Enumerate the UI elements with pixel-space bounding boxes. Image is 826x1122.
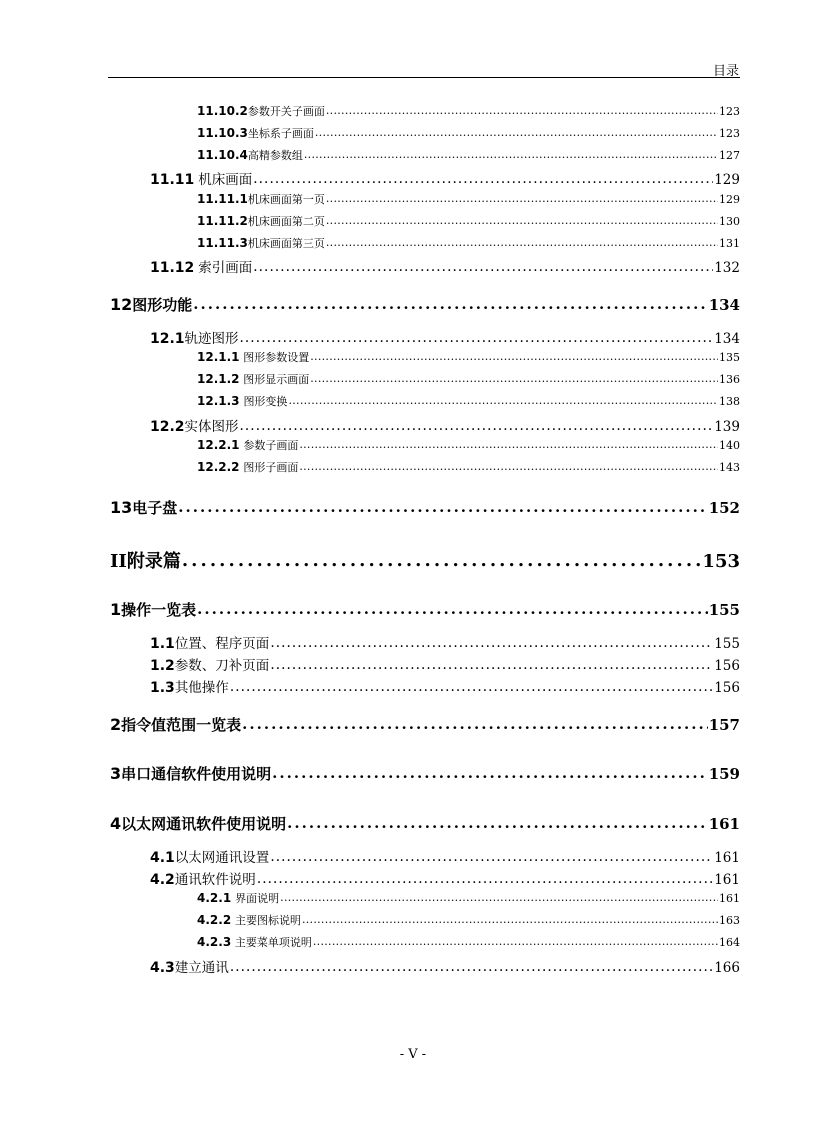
toc-entry[interactable] (197, 213, 740, 229)
toc-entry-number: 12.2 (150, 419, 185, 435)
toc-entry-page: 134 (714, 331, 740, 347)
toc-entry-title: 索引画面 (198, 260, 253, 276)
toc-dot-leader (230, 679, 713, 695)
toc-entry-page: 123 (719, 127, 740, 140)
toc-entry[interactable] (150, 868, 740, 888)
toc-entry[interactable] (110, 497, 740, 518)
toc-entry-number: 1.1 (150, 636, 175, 652)
toc-entry-title: 主要菜单项说明 (234, 936, 312, 949)
toc-entry-number: 11.12 (150, 260, 195, 276)
toc-entry[interactable] (150, 956, 740, 976)
toc-dot-leader (310, 372, 718, 385)
toc-entry-number: 4.2.3 (197, 935, 232, 949)
toc-entry-title: 实体图形 (184, 419, 239, 435)
toc-entry-page: 161 (708, 815, 740, 833)
toc-entry[interactable] (150, 654, 740, 674)
toc-entry-number: 12.1.1 (197, 350, 240, 364)
toc-entry-page: 143 (719, 461, 740, 474)
toc-entry[interactable] (197, 459, 740, 475)
toc-entry[interactable] (150, 632, 740, 652)
toc-entry[interactable] (150, 415, 740, 435)
toc-entry-page: 155 (708, 601, 740, 619)
toc-entry-page: 129 (719, 193, 740, 206)
toc-dot-leader (310, 350, 718, 363)
toc-entry-title: 电子盘 (132, 499, 178, 517)
toc-entry-number: 12.2.2 (197, 460, 240, 474)
toc-entry[interactable] (110, 763, 740, 784)
toc-entry-page: 140 (719, 439, 740, 452)
toc-entry-title: 参数、刀补页面 (174, 658, 270, 674)
toc-entry-page: 131 (719, 237, 740, 250)
toc-dot-leader (270, 849, 713, 865)
toc-dot-leader (240, 330, 714, 346)
toc-entry-page: 166 (714, 960, 740, 976)
toc-entry-page: 161 (714, 872, 740, 888)
toc-dot-leader (230, 959, 713, 975)
toc-entry-title: 以太网通讯软件使用说明 (121, 815, 287, 833)
toc-entry-title: 参数开关子画面 (247, 105, 325, 118)
toc-dot-leader (326, 104, 718, 117)
toc-dot-leader (193, 295, 707, 313)
toc-dot-leader (326, 192, 718, 205)
toc-entry-title: 图形变换 (243, 395, 288, 408)
toc-entry-title: 以太网通讯设置 (174, 850, 270, 866)
toc-entry-number: 12.1.3 (197, 394, 240, 408)
toc-dot-leader (326, 214, 718, 227)
toc-entry[interactable] (197, 890, 740, 906)
toc-entry-page: 159 (708, 765, 740, 783)
toc-entry-title: 图形显示画面 (243, 373, 310, 386)
toc-entry-number: 4 (110, 814, 122, 833)
toc-dot-leader (272, 764, 708, 782)
toc-entry-number: 11.11 (150, 172, 195, 188)
toc-dot-leader (313, 935, 718, 948)
toc-entry-title: 界面说明 (235, 892, 280, 905)
toc-entry-page: 156 (714, 658, 740, 674)
toc-entry-page: 139 (714, 419, 740, 435)
toc-dot-leader (197, 600, 708, 618)
toc-entry-title: 通讯软件说明 (174, 872, 256, 888)
toc-entry-page: 127 (719, 149, 740, 162)
toc-entry-title: 高精参数组 (247, 149, 303, 162)
toc-entry-page: 163 (719, 914, 740, 927)
toc-entry[interactable] (197, 437, 740, 453)
toc-entry[interactable] (197, 912, 740, 928)
toc-entry-number: 12.2.1 (197, 438, 240, 452)
toc-entry-page: 129 (714, 172, 740, 188)
toc-entry-number: 4.2 (150, 872, 175, 888)
toc-entry[interactable] (197, 191, 740, 207)
toc-entry-title: 坐标系子画面 (247, 127, 314, 140)
toc-entry-title: 指令值范围一览表 (121, 716, 242, 734)
toc-entry-page: 161 (719, 892, 740, 905)
toc-dot-leader (253, 259, 713, 275)
toc-dot-leader (304, 148, 718, 161)
toc-dot-leader (299, 438, 718, 451)
toc-entry-number: 13 (110, 498, 133, 517)
toc-entry-page: 157 (708, 716, 740, 734)
toc-dot-leader (178, 498, 707, 516)
toc-entry-title: 机床画面 (198, 172, 253, 188)
toc-entry-number: 1.3 (150, 680, 175, 696)
toc-entry-title: 图形子画面 (243, 461, 299, 474)
toc-entry-number: 11.11.3 (197, 236, 248, 250)
toc-entry[interactable] (110, 714, 740, 735)
toc-entry-number: 11.10.4 (197, 148, 248, 162)
toc-entry-title: 其他操作 (174, 680, 229, 696)
toc-entry-title: 图形功能 (132, 296, 193, 314)
toc-entry[interactable] (197, 349, 740, 365)
toc-entry[interactable] (197, 125, 740, 141)
page-header-title: 目录 (712, 64, 739, 79)
toc-entry-page: 138 (719, 395, 740, 408)
toc-entry-number: 4.2.2 (197, 913, 232, 927)
toc-entry-title: 位置、程序页面 (174, 636, 270, 652)
toc-entry[interactable] (110, 294, 740, 315)
toc-entry[interactable] (197, 235, 740, 251)
toc-entry-title: 机床画面第一页 (247, 193, 325, 206)
toc-entry[interactable] (150, 256, 740, 276)
toc-entry-title: 附录篇 (126, 551, 181, 572)
toc-entry[interactable] (197, 371, 740, 387)
toc-entry-number: 11.10.2 (197, 104, 248, 118)
toc-dot-leader (280, 891, 718, 904)
toc-entry-page: 156 (714, 680, 740, 696)
toc-entry[interactable] (150, 168, 740, 188)
toc-entry-page: 161 (714, 850, 740, 866)
toc-entry[interactable] (197, 393, 740, 409)
toc-entry-number: 11.10.3 (197, 126, 248, 140)
toc-entry-title: 参数子画面 (243, 439, 299, 452)
toc-entry-title: 建立通讯 (174, 960, 229, 976)
toc-entry-number: 1 (110, 600, 122, 619)
toc-entry-number: 3 (110, 764, 122, 783)
toc-entry-page: 123 (719, 105, 740, 118)
toc-dot-leader (270, 635, 713, 651)
toc-dot-leader (315, 126, 718, 139)
toc-entry[interactable] (110, 599, 740, 620)
toc-entry[interactable] (150, 676, 740, 696)
toc-entry-title: 操作一览表 (121, 601, 197, 619)
toc-entry-title: 串口通信软件使用说明 (121, 765, 272, 783)
toc-entry-number: 4.3 (150, 960, 175, 976)
toc-entry-page: 130 (719, 215, 740, 228)
toc-entry-page: 164 (719, 936, 740, 949)
toc-entry-page: 134 (708, 296, 740, 314)
toc-dot-leader (302, 913, 718, 926)
toc-entry[interactable] (197, 103, 740, 119)
toc-entry-number: 2 (110, 715, 122, 734)
toc-entry-number: 4.1 (150, 850, 175, 866)
toc-entry-title: 轨迹图形 (184, 331, 239, 347)
toc-entry-number: 12 (110, 295, 133, 314)
toc-dot-leader (299, 460, 718, 473)
toc-entry-number: 12.1 (150, 331, 185, 347)
toc-dot-leader (288, 394, 718, 407)
toc-entry-page: 136 (719, 373, 740, 386)
toc-entry[interactable] (110, 813, 740, 834)
toc-entry[interactable] (197, 934, 740, 950)
toc-entry-number: 11.11.1 (197, 192, 248, 206)
toc-entry[interactable] (197, 147, 740, 163)
page-number-footer: - V - (399, 1047, 427, 1062)
toc-entry-page: 135 (719, 351, 740, 364)
toc-entry-number: 1.2 (150, 658, 175, 674)
toc-dot-leader (242, 715, 708, 733)
toc-dot-leader (240, 418, 714, 434)
toc-entry[interactable] (150, 846, 740, 866)
toc-dot-leader (253, 171, 713, 187)
toc-entry-number: 4.2.1 (197, 891, 232, 905)
toc-entry-page: 153 (702, 551, 740, 572)
toc-entry[interactable] (110, 547, 740, 573)
toc-entry-page: 155 (714, 636, 740, 652)
toc-dot-leader (326, 236, 718, 249)
toc-dot-leader (287, 814, 708, 832)
toc-entry-title: 主要图标说明 (234, 914, 301, 927)
toc-entry-page: 132 (714, 260, 740, 276)
toc-dot-leader (182, 550, 702, 571)
toc-dot-leader (270, 657, 713, 673)
toc-dot-leader (257, 871, 713, 887)
toc-entry-page: 152 (708, 499, 740, 517)
toc-entry-number: 11.11.2 (197, 214, 248, 228)
toc-entry-number: II (110, 551, 127, 572)
toc-entry-number: 12.1.2 (197, 372, 240, 386)
toc-entry-title: 图形参数设置 (243, 351, 310, 364)
toc-entry-title: 机床画面第三页 (247, 237, 325, 250)
toc-entry-title: 机床画面第二页 (247, 215, 325, 228)
toc-entry[interactable] (150, 327, 740, 347)
